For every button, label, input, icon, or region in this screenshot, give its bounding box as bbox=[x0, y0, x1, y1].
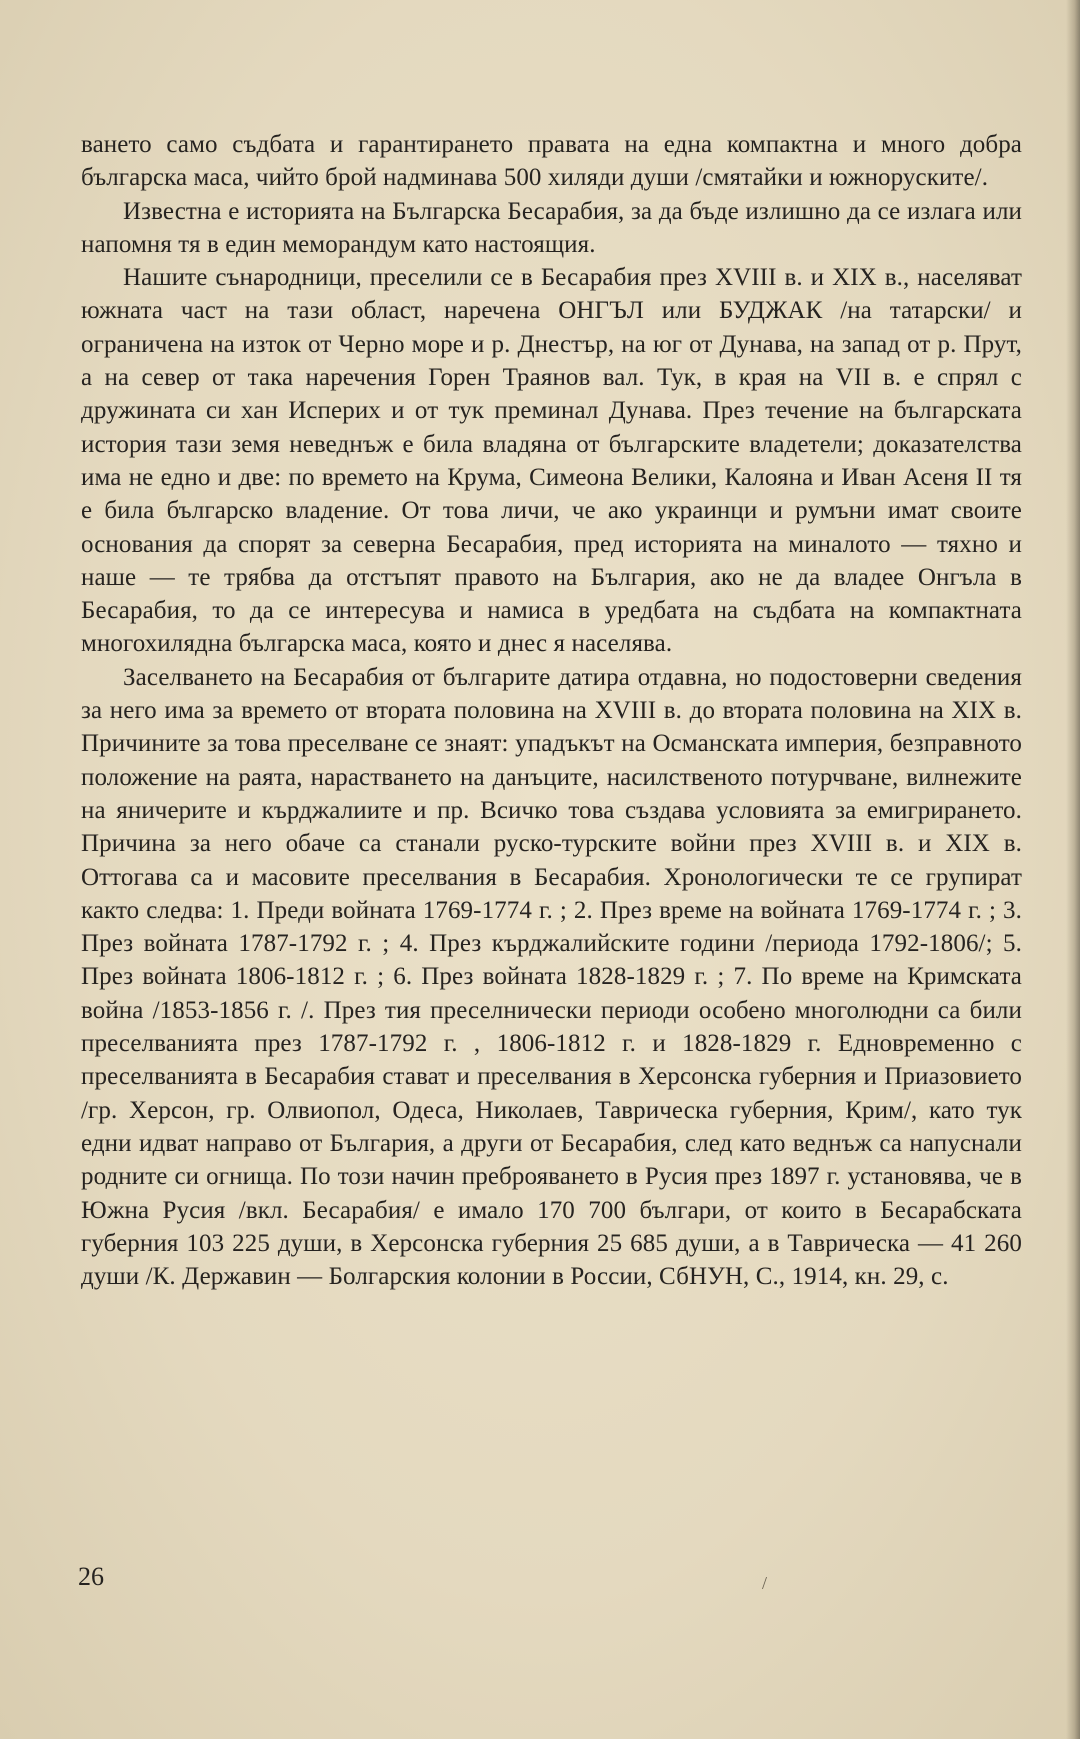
paragraph-bessarabia-history: Известна е историята на Българска Бесарабия, за да бъде излишно да се излага или напомня тя в един меморандум като настоящия. bbox=[81, 197, 1022, 258]
page-edge-shadow bbox=[1066, 0, 1080, 1739]
body-text bbox=[81, 128, 1022, 1293]
stray-mark: / bbox=[762, 1573, 768, 1593]
paragraph-continuation: ването само съдбата и гарантирането правата на една компактна и много добра българска маса, чийто брой надминава 500 хиляди души /смятайки и южноруските/. bbox=[81, 131, 1022, 192]
page-number: 26 bbox=[78, 1562, 104, 1591]
paragraph-settlement: Заселването на Бесарабия от българите датира отдавна, но подостоверни сведения за него има за времето от втората половина на XVIII в. до втората половина на XIX в. Причините за това преселване се знаят: упадъкът на Османската империя, безправното положение на раята, нарастването на данъците, насилственото потурчване, вилнежите на яничерите и кърджалиите и пр. Всичко това създава условията за емигрирането. Причина за него обаче са станали руско-турските войни през XVIII в. и XIX в. Оттогава са и масовите преселвания в Бесарабия. Хронологически те се групират както следва: 1. Преди войната 1769-1774 г. ; 2. През време на войната 1769-1774 г. ; 3. През войната 1787-1792 г. ; 4. През кърджалийските години /периода 1792-1806/; 5. През войната 1806-1812 г. ; 6. През войната 1828-1829 г. ; 7. По време на Кримската война /1853-1856 г. /. През тия преселнически периоди особено многолюдни са били преселванията през 1787-1792 г. , 1806-1812 г. и 1828-1829 г. Едновременно с преселванията в Бесарабия стават и преселвания в Херсонска губерния и Приазовието /гр. Херсон, гр. Олвиопол, Одеса, Николаев, Таврическа губерния, Крим/, като тук едни идват направо от България, а други от Бесарабия, след като веднъж са напуснали родните си огнища. По този начин преброяването в Русия през 1897 г. установява, че в Южна Русия /вкл. Бесарабия/ е имало 170 700 българи, от които в Бесарабската губерния 103 225 души, в Херсонска губерния 25 685 души, а в Таврическа — 41 260 души /К. Державин — Болгарския колонии в России, СбНУН, С., 1914, кн. 29, с. bbox=[81, 663, 1022, 1291]
paragraph-ongal-region: Нашите сънародници, преселили се в Бесарабия през XVIII в. и XIX в., населяват южната част на тази област, наречена ОНГЪЛ или БУДЖАК /на татарски/ и ограничена на изток от Черно море и р. Днестър, на юг от Дунава, на запад от р. Прут, а на север от така наречения Горен Траянов вал. Тук, в края на VII в. е спрял с дружината си хан Исперих и от тук преминал Дунава. През течение на българската история тази земя неведнъж е била владяна от българските владетели; доказателства има не едно и две: по времето на Крума, Симеона Велики, Калояна и Иван Асеня II тя е била българско владение. От това личи, че ако украинци и румъни имат своите основания да спорят за северна Бесарабия, пред историята на миналото — тяхно и наше — те трябва да отстъпят правото на България, ако не да владее Онгъла в Бесарабия, то да се интересува и намиса в уредбата на съдбата на компактната многохилядна българска маса, която и днес я населява. bbox=[81, 264, 1022, 658]
